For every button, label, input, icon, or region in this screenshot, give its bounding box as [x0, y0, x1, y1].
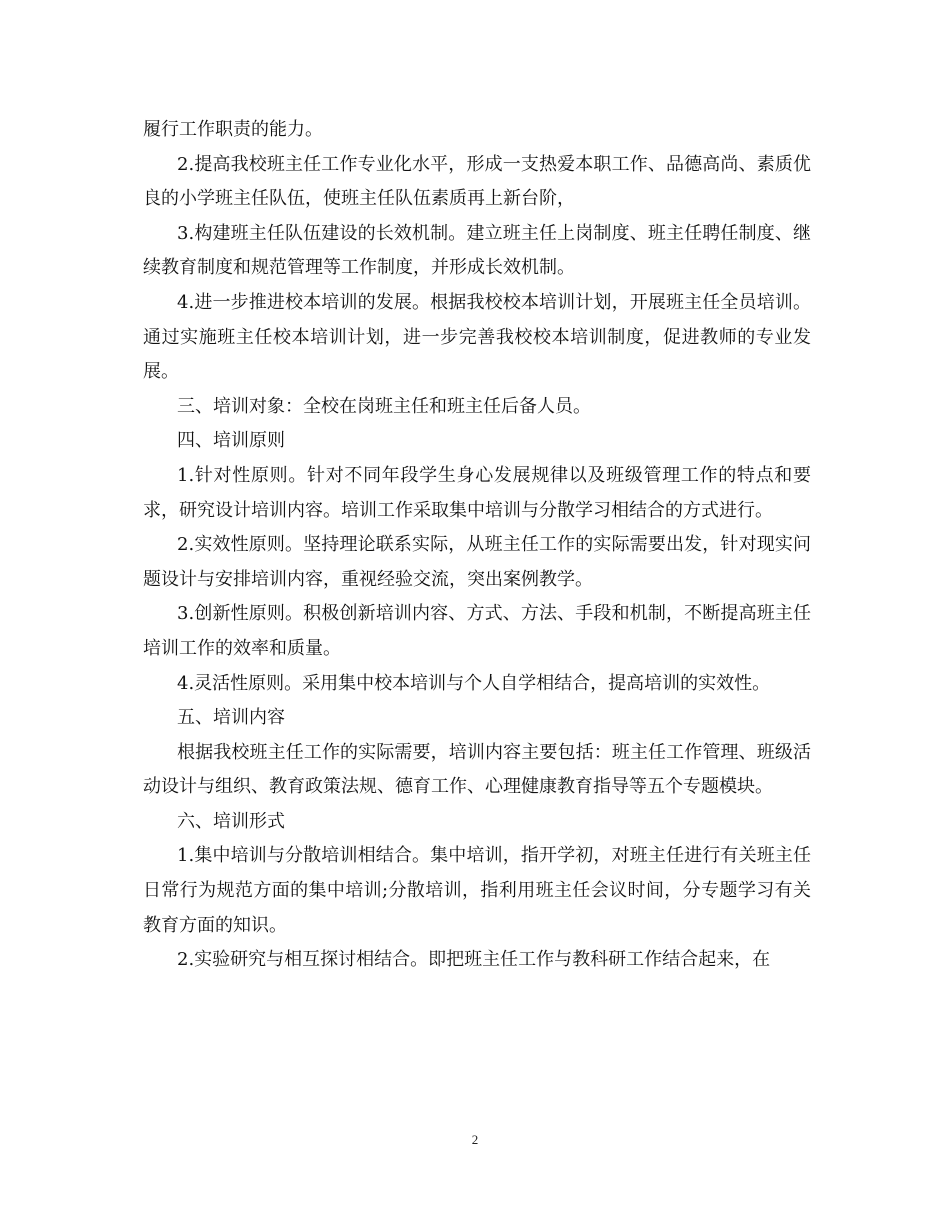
paragraph: 2.实效性原则。坚持理论联系实际，从班主任工作的实际需要出发，针对现实问题设计与安排培训内容，重视经验交流，突出案例教学。: [143, 534, 811, 590]
section-heading: 五、培训内容: [177, 707, 285, 729]
paragraph: 3.构建班主任队伍建设的长效机制。建立班主任上岗制度、班主任聘任制度、继续教育制度和规范管理等工作制度，并形成长效机制。: [143, 222, 811, 279]
paragraph: 2.提高我校班主任工作专业化水平，形成一支热爱本职工作、品德高尚、素质优良的小学班主任队伍，使班主任队伍素质再上新台阶，: [143, 153, 811, 210]
paragraph: 4.进一步推进校本培训的发展。根据我校校本培训计划，开展班主任全员培训。通过实施班主任校本培训计划，进一步完善我校校本培训制度，促进教师的专业发展。: [143, 291, 811, 383]
paragraph: 1.集中培训与分散培训相结合。集中培训，指开学初，对班主任进行有关班主任日常行为规范方面的集中培训;分散培训，指利用班主任会议时间，分专题学习有关教育方面的知识。: [143, 845, 811, 936]
paragraph: 4.灵活性原则。采用集中校本培训与个人自学相结合，提高培训的实效性。: [177, 672, 771, 694]
section-heading: 六、培训形式: [177, 810, 285, 832]
section-heading: 三、培训对象：全校在岗班主任和班主任后备人员。: [177, 395, 591, 417]
paragraph: 1.针对性原则。针对不同年段学生身心发展规律以及班级管理工作的特点和要求，研究设计培训内容。培训工作采取集中培训与分散学习相结合的方式进行。: [143, 464, 811, 521]
page-number: 2: [471, 1132, 479, 1147]
paragraph: 履行工作职责的能力。: [143, 119, 323, 140]
section-heading: 四、培训原则: [177, 430, 285, 452]
document-body: [143, 113, 811, 978]
paragraph: 2.实验研究与相互探讨相结合。即把班主任工作与教科研工作结合起来，在: [177, 949, 771, 971]
paragraph: 3.创新性原则。积极创新培训内容、方式、方法、手段和机制，不断提高班主任培训工作的效率和质量。: [143, 603, 811, 659]
paragraph: 根据我校班主任工作的实际需要，培训内容主要包括：班主任工作管理、班级活动设计与组织、教育政策法规、德育工作、心理健康教育指导等五个专题模块。: [143, 741, 811, 798]
